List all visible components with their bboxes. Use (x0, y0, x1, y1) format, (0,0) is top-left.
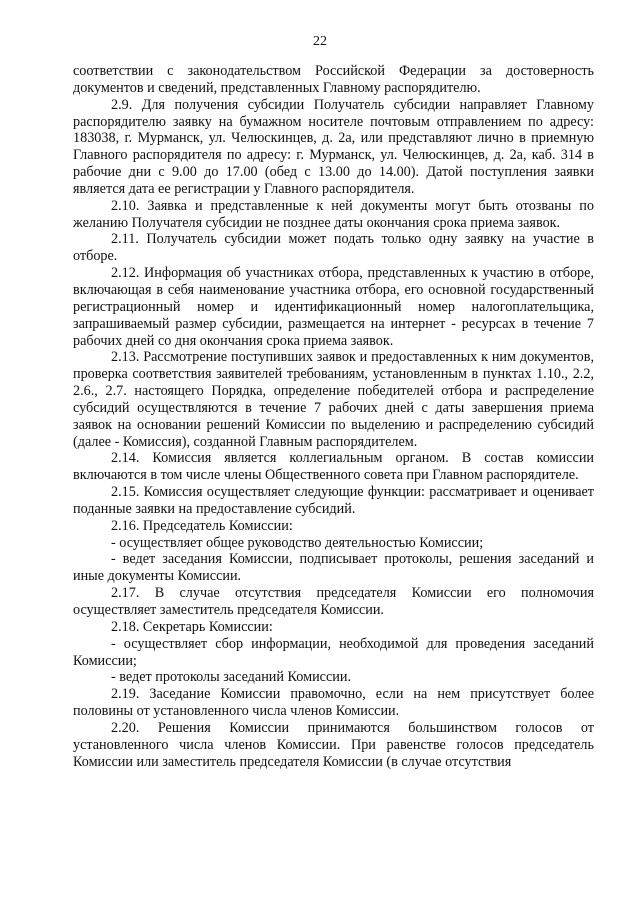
list-item-secretary-duty-2: - ведет протоколы заседаний Комиссии. (111, 669, 351, 686)
paragraph-2-15: 2.15. Комиссия осуществляет следующие функции: рассматривает и оценивает поданные заявки на предоставление субсидий. (73, 484, 594, 517)
paragraph-continuation: соответствии с законодательством Российской Федерации за достоверность документов и сведений, представленных Главному распорядителю. (73, 63, 594, 96)
paragraph-2-20: 2.20. Решения Комиссии принимаются большинством голосов от установленного числа членов Комиссии. При равенстве голосов председатель Комиссии или заместитель председателя Комиссии (в случае отсутствия (73, 719, 594, 770)
paragraph-2-18: 2.18. Секретарь Комиссии: (111, 618, 273, 635)
paragraph-2-12: 2.12. Информация об участниках отбора, представленных к участию в отборе, включающая в себя наименование участника отбора, его основной государственный регистрационный номер и идентификационный номер налогоплательщика, запрашиваемый размер субсидии, размещается на интернет - ресурсах в течение 7 рабочих дней со дня окончания срока приема заявок. (73, 265, 594, 349)
list-item-secretary-duty-1: - осуществляет сбор информации, необходимой для проведения заседаний Комиссии; (73, 635, 594, 669)
list-item-chair-duty-1: - осуществляет общее руководство деятельностью Комиссии; (111, 534, 484, 551)
paragraph-2-14: 2.14. Комиссия является коллегиальным органом. В состав комиссии включаются в том числе члены Общественного совета при Главном распорядителе. (73, 450, 594, 484)
paragraph-2-19: 2.19. Заседание Комиссии правомочно, если на нем присутствует более половины от установленного числа членов Комиссии. (73, 686, 594, 720)
paragraph-2-13: 2.13. Рассмотрение поступивших заявок и предоставленных к ним документов, проверка соответствия заявителей требованиям, установленным в пунктах 1.10., 2.2, 2.6., 2.7. настоящего Порядка, определение победителей отбора и распределение субсидий осуществляются в течение 7 рабочих дней с даты завершения приема заявок на основании решений Комиссии по выделению и распределению субсидий (далее - Комиссия), созданной Главным распорядителем. (73, 349, 594, 450)
page-number: 22 (313, 34, 327, 49)
paragraph-2-9: 2.9. Для получения субсидии Получатель субсидии направляет Главному распорядителю заявку на бумажном носителе почтовым отправлением по адресу: 183038, г. Мурманск, ул. Челюскинцев, д. 2а, или представляют лично в приемную Главного распорядителя по адресу: г. Мурманск, ул. Челюскинцев, д. 2а, каб. 314 в рабочие дни с 9.00 до 17.00 (обед с 13.00 до 14.00). Датой поступления заявки является дата ее регистрации у Главного распорядителя. (73, 96, 594, 197)
paragraph-2-10: 2.10. Заявка и представленные к ней документы могут быть отозваны по желанию Получателя субсидии не позднее даты окончания срока приема заявок. (73, 197, 594, 231)
paragraph-2-16: 2.16. Председатель Комиссии: (111, 517, 293, 534)
paragraph-2-17: 2.17. В случае отсутствия председателя Комиссии его полномочия осуществляет заместитель председателя Комиссии. (73, 585, 594, 618)
paragraph-2-11: 2.11. Получатель субсидии может подать только одну заявку на участие в отборе. (73, 231, 594, 265)
list-item-chair-duty-2: - ведет заседания Комиссии, подписывает протоколы, решения заседаний и иные документы Комиссии. (73, 551, 594, 585)
document-body (73, 63, 594, 770)
